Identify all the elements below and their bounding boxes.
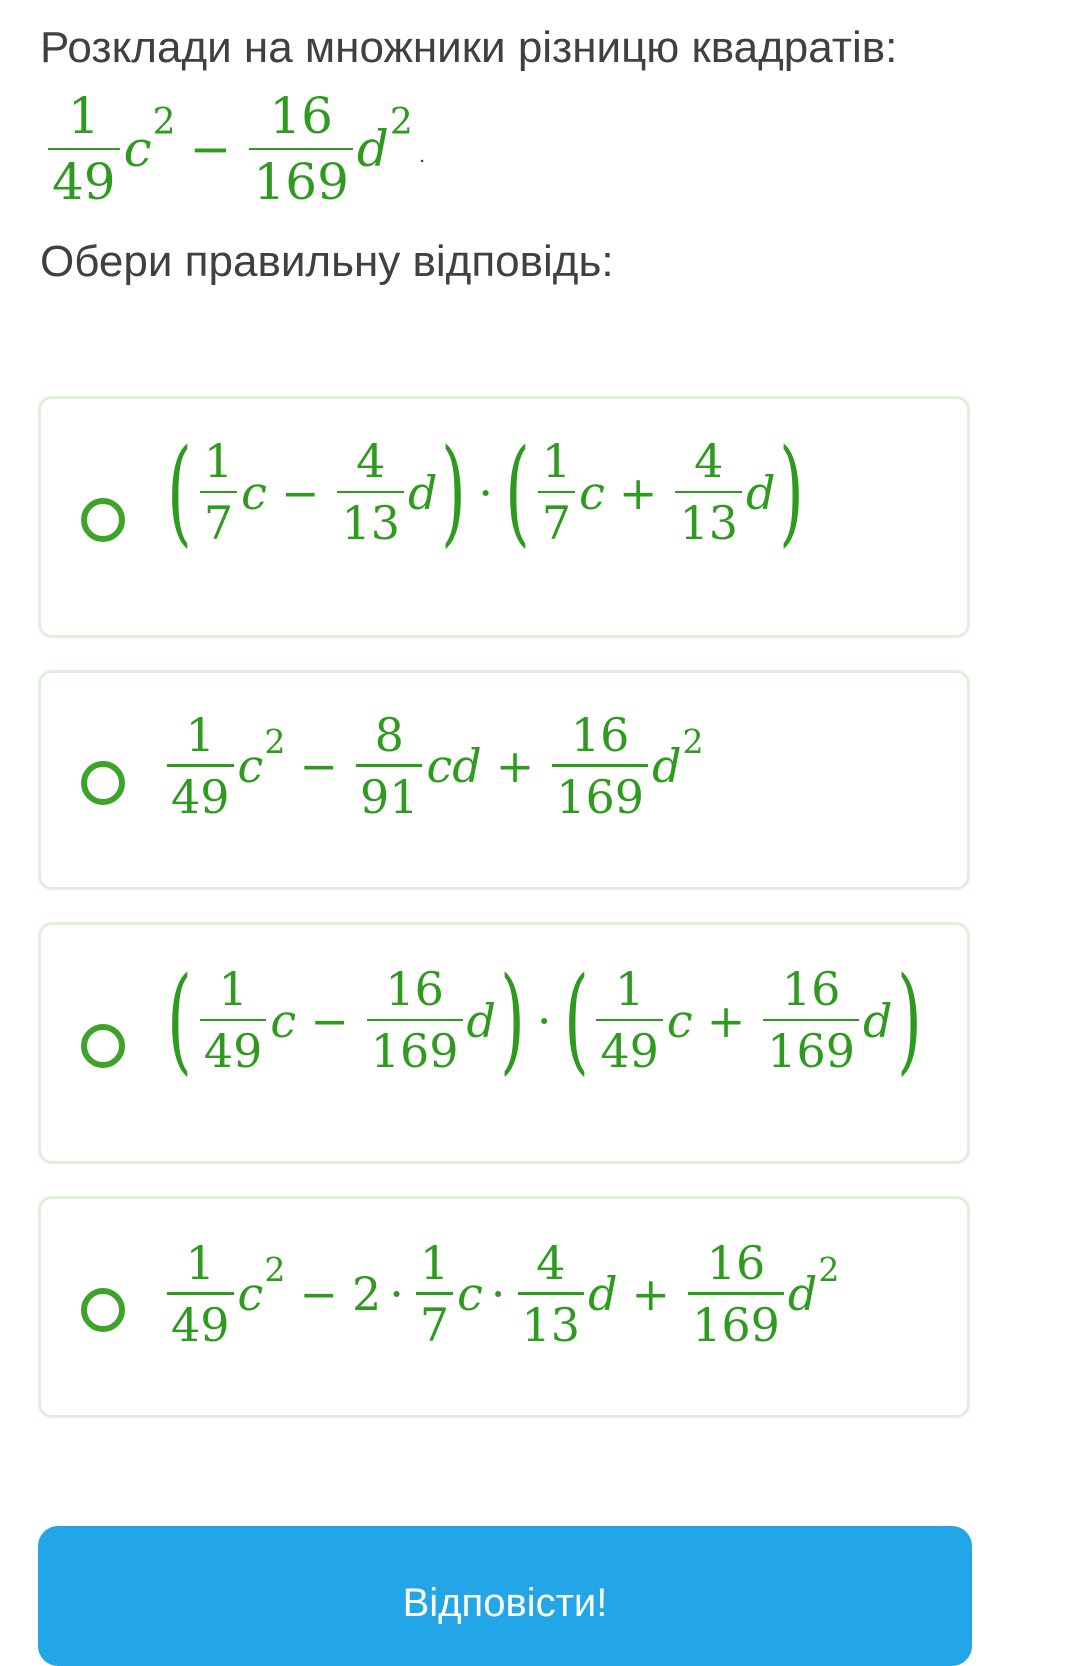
option-expression: $\frac{1}{49}$ c 2 − 2 · $\frac{1}{7}$ c · $\frac{4}{13}$ d + $\frac{16}{169}$ d 2 [163, 1239, 839, 1349]
operator: − [189, 120, 232, 179]
submit-button[interactable]: Відповісти! [38, 1526, 972, 1666]
radio-button[interactable] [81, 1024, 125, 1068]
fraction: $\frac{16}{169}$ [249, 90, 352, 209]
option-expression: $\frac{1}{49}$ c 2 − $\frac{8}{91}$ cd + $\frac{16}{169}$ d 2 [163, 711, 704, 821]
question-prompt: Розклади на множники різницю квадратів: [40, 23, 898, 72]
answer-option-3[interactable] [38, 922, 970, 1164]
exponent: 2 [389, 101, 413, 143]
variable: c [123, 120, 152, 179]
radio-button[interactable] [81, 1288, 125, 1332]
fraction: $\frac{1}{49}$ [48, 90, 120, 209]
option-expression: ( $\frac{1}{7}$ c − $\frac{4}{13}$ d ) · ( $\frac{1}{7}$ c + $\frac{4}{13}$ d ) [167, 425, 805, 559]
period: . [418, 142, 426, 167]
question-expression [44, 87, 426, 211]
exponent: 2 [152, 101, 176, 143]
option-expression: ( $\frac{1}{49}$ c − $\frac{16}{169}$ d ) · ( $\frac{1}{49}$ c + $\frac{16}{169}$ d ) [167, 953, 922, 1087]
answer-option-4[interactable] [38, 1196, 970, 1418]
variable: d [356, 120, 389, 179]
answer-option-2[interactable] [38, 670, 970, 890]
radio-button[interactable] [81, 498, 125, 542]
radio-button[interactable] [81, 761, 125, 805]
answer-option-1[interactable] [38, 396, 970, 638]
instruction: Обери правильну відповідь: [40, 237, 614, 286]
